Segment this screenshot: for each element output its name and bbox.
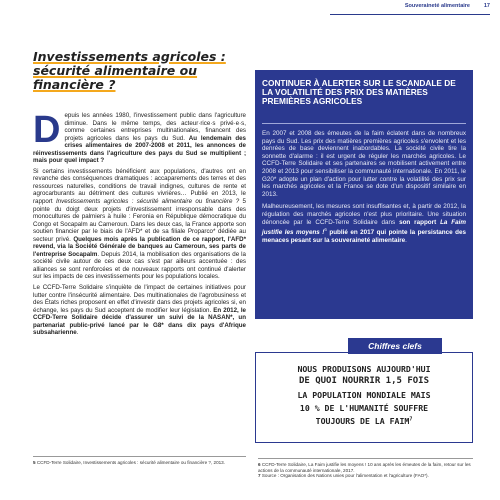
dropcap: D — [33, 109, 61, 151]
footnote-text: CCFD-Terre Solidaire, Investissements agricoles : sécurité alimentaire ou financière ?, 2013. — [35, 460, 226, 465]
footnote-6 — [258, 462, 473, 473]
p2-report-title: Investissements agricoles : sécurité alimentaire ou financière ? — [55, 198, 240, 206]
footnote-text: CCFD-Terre Solidaire, La Faim justifie les moyens ! 10 ans après les émeutes de la faim, retour sur les actions de la communauté internationale, 2017. — [258, 462, 471, 473]
highlight-p2-bold-b: publié en 2017 qui pointe la persistance des menaces pesant sur la souveraineté alimentaire — [262, 229, 466, 244]
highlight-box-title: CONTINUER À ALERTER SUR LE SCANDALE DE LA VOLATILITÉ DES PRIX DES MATIÈRES PREMIÈRES AGRICOLES — [262, 78, 456, 107]
highlight-p2-bold-a: son rapport — [399, 218, 441, 226]
footnotes-right — [258, 458, 473, 479]
p3-text-a: Le CCFD-Terre Solidaire s'inquiète de l'impact de certaines initiatives pour lutter contre l'insécurité alimentaire. Des multinationales de l'agrobusiness et des États riches proposent en effet d'investir dans des projets agricoles si, en échange, les pays du Sud acceptent de modifier leur législation. — [33, 284, 246, 314]
key-figure-line-4: 10 % DE L'HUMANITÉ SOUFFRE — [299, 403, 429, 413]
footnote-number: 5 — [33, 460, 36, 465]
highlight-box-body — [262, 130, 466, 249]
footnote-number: 7 — [258, 473, 261, 479]
highlight-box — [255, 70, 473, 319]
footnote-ref: 7 — [409, 416, 413, 423]
key-figures-tab: Chiffres clefs — [348, 338, 442, 354]
p3-end: . — [76, 329, 79, 337]
p2-bold: Quelques mois après la publication de ce rapport, l'AFD* revend, via la Société Générale de banques au Cameroun, ses parts de l'entreprise Socapalm — [33, 235, 247, 258]
highlight-p2-text: Malheureusement, les mesures sont insuffisantes et, à partir de 2012, la régulation des marchés agricoles n'est plus prioritaire. Une situation dénoncée par le CCFD-Terre Solidaire dans — [262, 203, 466, 226]
paragraph-2 — [33, 168, 246, 281]
p2-text-b: 5 pointe du doigt deux projets d'investissement irresponsable dans des monocultures de palmiers à huile : Feronia en République démocratique du Congo et Socapalm au Cameroun. Dans les deux cas, la France apporte son soutien financier par le biais de l'AFD* et de sa filiale Proparco* dédiée au secteur privé. — [33, 198, 246, 243]
footnote-7 — [258, 473, 473, 479]
highlight-p2-end: . — [405, 236, 407, 244]
paragraph-intro — [33, 109, 247, 165]
footnotes-left — [33, 456, 246, 466]
footnote-ref: 6 — [324, 227, 327, 233]
intro-bold: Au lendemain des crises alimentaires de 2007-2008 et 2011, les annonces de réinvestissements dans l'agriculture des pays du Sud se multiplient ; mais pour quel impact ? — [33, 134, 247, 165]
footnote-number: 6 — [258, 462, 261, 467]
article-body — [33, 109, 247, 340]
highlight-box-divider — [262, 123, 466, 124]
key-figure-line-5 — [256, 416, 472, 426]
p2-text-a: Si certains investissements bénéficient aux populations, d'autres ont en revanche des conséquences dramatiques : accaparements des terres et des ressources naturelles, conditions de travail indignes, cultures de rente et agrocarburants au détriment des cultures vivrières… Publié en 2013, le rapport — [33, 167, 246, 206]
key-figures-box — [255, 352, 473, 443]
p2-text-c: . Depuis 2014, la mobilisation des organisations de la société civile autour de ces deux cas s'est par ailleurs accentuée : des alliances se sont renforcées et de nouveaux rapports ont continué d'alerter sur les impacts de ces investissements pour les populations locales. — [33, 250, 247, 281]
key-figure-line-3: LA POPULATION MONDIALE MAIS — [297, 390, 431, 400]
intro-text: epuis les années 1980, l'investissement public dans l'agriculture diminue. Dans le même temps, des acteur·rice·s privé·e·s, comme certaines entreprises multinationales, financent des projets agricoles dans les pays du Sud. — [64, 112, 246, 142]
footnote-text: Source : Organisation des Nations unies pour l'alimentation et l'agriculture (FAO*). — [260, 473, 429, 479]
article-title: Investissements agricoles : sécurité alimentaire ou financière ? — [33, 49, 226, 92]
paragraph-3 — [33, 284, 246, 337]
header-rule — [330, 14, 490, 15]
key-figure-line-5-text: TOUJOURS DE LA FAIM — [315, 416, 410, 426]
highlight-paragraph-2 — [262, 203, 466, 244]
page-header — [0, 0, 500, 20]
p3-bold: En 2012, le CCFD-Terre Solidaire décide d'assurer un suivi de la NASAN*, un partenariat public-privé lancé par le G8* dans dix pays d'Afrique subsaharienne — [33, 306, 246, 337]
key-figure-line-1: NOUS PRODUISONS AUJOURD'HUI — [297, 364, 431, 374]
page-number: 17 — [483, 3, 490, 9]
highlight-report-title: La Faim justifie les moyens ! — [262, 218, 467, 237]
key-figure-line-2: DE QUOI NOURRIR 1,5 FOIS — [298, 376, 430, 386]
highlight-paragraph-1: En 2007 et 2008 des émeutes de la faim éclatent dans de nombreux pays du Sud. Les prix des matières premières agricoles s'envolent et les denrées de base deviennent inabordables. La société civile tire la sonnette d'alarme : il est urgent de réguler les marchés agricoles. Le CCFD-Terre Solidaire et ses partenaires se mobilisent activement entre 2008 et 2013 pour sensibiliser la communauté internationale. En 2011, le G20* adopte un plan d'action pour lutter contre la volatilité des prix sur les marchés agricoles et la France se dote d'un dispositif similaire en 2013. — [262, 130, 466, 198]
section-title: Souveraineté alimentaire — [404, 3, 470, 9]
